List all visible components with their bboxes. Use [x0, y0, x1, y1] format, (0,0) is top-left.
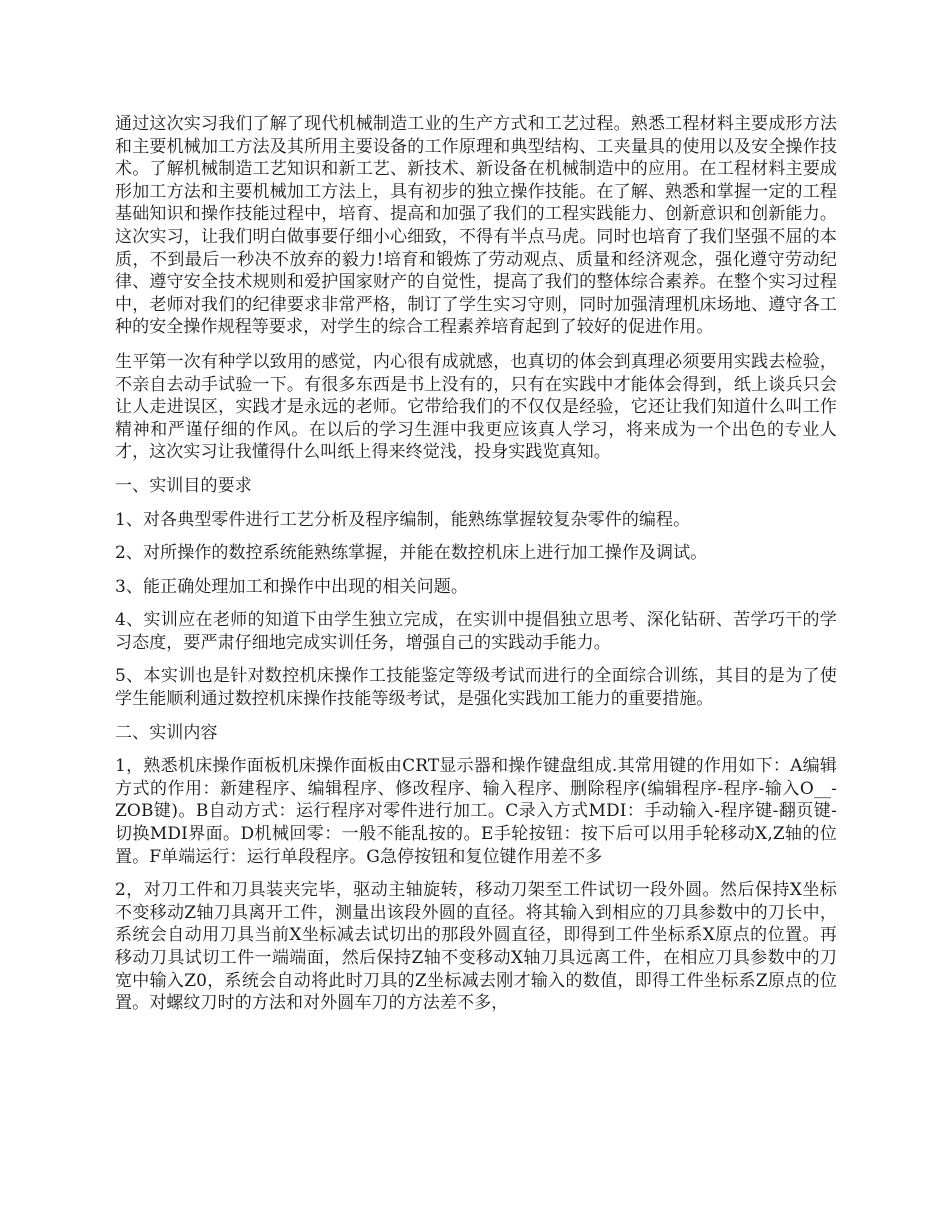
paragraph-tool-setting: 2，对刀工件和刀具装夹完毕，驱动主轴旋转，移动刀架至工件试切一段外圆。然后保持X坐标不变移动Z轴刀具离开工件，测量出该段外圆的直径。将其输入到相应的刀具参数中的刀长中，系统会自动用刀具当前X坐标减去试切出的那段外圆直径，即得到工件坐标系X原点的位置。再移动刀具试切工件一端端面，然后保持Z轴不变移动X轴刀具远离工件，在相应刀具参数中的刀宽中输入Z0，系统会自动将此时刀具的Z坐标减去刚才输入的数值，即得工件坐标系Z原点的位置。对螺纹刀时的方法和对外圆车刀的方法差不多，: [115, 880, 837, 1014]
paragraph-operation-panel: 1，熟悉机床操作面板机床操作面板由CRT显示器和操作键盘组成.其常用键的作用如下：A编辑方式的作用：新建程序、编辑程序、修改程序、输入程序、删除程序(编辑程序-程序-输入O__-ZOB键)。B自动方式：运行程序对零件进行加工。C录入方式MDI：手动输入-程序键-翻页键-切换MDI界面。D机械回零：一般不能乱按的。E手轮按钮：按下后可以用手轮移动X,Z轴的位置。F单端运行：运行单段程序。G急停按钮和复位键作用差不多: [115, 756, 837, 867]
paragraph-internship-summary: 通过这次实习我们了解了现代机械制造工业的生产方式和工艺过程。熟悉工程材料主要成形方法和主要机械加工方法及其所用主要设备的工作原理和典型结构、工夹量具的使用以及安全操作技术。了解机械制造工艺知识和新工艺、新技术、新设备在机械制造中的应用。在工程材料主要成形加工方法和主要机械加工方法上，具有初步的独立操作技能。在了解、熟悉和掌握一定的工程基础知识和操作技能过程中，培育、提高和加强了我们的工程实践能力、创新意识和创新能力。这次实习，让我们明白做事要仔细小心细致，不得有半点马虎。同时也培育了我们坚强不屈的本质，不到最后一秒决不放弃的毅力!培育和锻炼了劳动观点、质量和经济观念，强化遵守劳动纪律、遵守安全技术规则和爱护国家财产的自觉性，提高了我们的整体综合素养。在整个实习过程中，老师对我们的纪律要求非常严格，制订了学生实习守则，同时加强清理机床场地、遵守各工种的安全操作规程等要求，对学生的综合工程素养培育起到了较好的促进作用。: [115, 114, 837, 338]
document-body: [115, 113, 837, 1026]
paragraph-practice-reflection: 生平第一次有种学以致用的感觉，内心很有成就感，也真切的体会到真理必须要用实践去检验，不亲自去动手试验一下。有很多东西是书上没有的，只有在实践中才能体会得到，纸上谈兵只会让人走进误区，实践才是永远的老师。它带给我们的不仅仅是经验，它还让我们知道什么叫工作精神和严谨仔细的作风。在以后的学习生涯中我更应该真人学习，将来成为一个出色的专业人才，这次实习让我懂得什么叫纸上得来终觉浅，投身实践览真知。: [115, 351, 837, 463]
list-item-goal-4: 4、实训应在老师的知道下由学生独立完成，在实训中提倡独立思考、深化钻研、苦学巧干的学习态度，要严肃仔细地完成实训任务，增强自己的实践动手能力。: [115, 610, 837, 653]
list-item-goal-1: 1、对各典型零件进行工艺分析及程序编制，能熟练掌握较复杂零件的编程。: [115, 509, 691, 530]
list-item-goal-5: 5、本实训也是针对数控机床操作工技能鉴定等级考试而进行的全面综合训练，其目的是为了使学生能顺利通过数控机床操作技能等级考试，是强化实践加工能力的重要措施。: [115, 666, 837, 710]
section-heading-training-content: 二、实训内容: [115, 722, 218, 743]
list-item-goal-2: 2、对所操作的数控系统能熟练掌握，并能在数控机床上进行加工操作及调试。: [115, 543, 708, 564]
list-item-goal-3: 3、能正确处理加工和操作中出现的相关问题。: [115, 576, 468, 597]
section-heading-training-goals: 一、实训目的要求: [115, 475, 252, 496]
